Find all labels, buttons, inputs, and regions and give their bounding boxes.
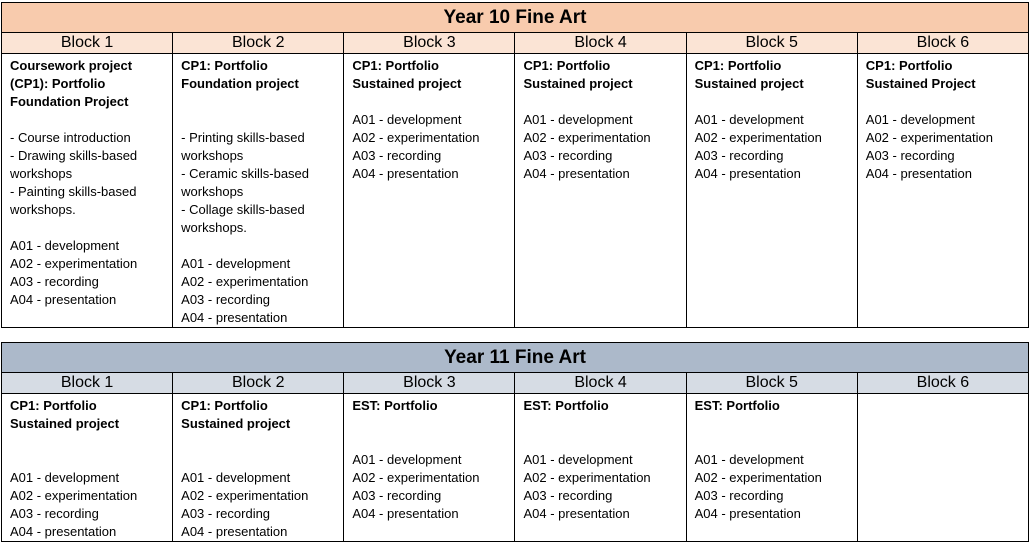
year10-block-6-cell bbox=[857, 54, 1028, 328]
year10-block-3-project: CP1: Portfolio Sustained project bbox=[352, 58, 462, 91]
year10-block-2-topics: - Printing skills-based workshops - Ceramic skills-based workshops - Collage skills-based workshops. bbox=[181, 130, 310, 235]
year10-block-6-project: CP1: Portfolio Sustained Project bbox=[865, 58, 976, 91]
year10-block-1-project: Coursework project (CP1): Portfolio Foundation Project bbox=[10, 58, 133, 109]
objective-item: A02 - experimentation bbox=[523, 130, 651, 145]
objective-item: A02 - experimentation bbox=[181, 274, 309, 289]
objective-item: A02 - experimentation bbox=[352, 470, 480, 485]
objective-item: A03 - recording bbox=[523, 488, 613, 503]
year11-plan-table bbox=[1, 342, 1029, 542]
year11-block-5-objectives bbox=[695, 451, 853, 523]
year10-title: Year 10 Fine Art bbox=[2, 3, 1029, 33]
objective-item: A04 - presentation bbox=[352, 506, 459, 521]
year11-block-2-header: Block 2 bbox=[173, 373, 344, 394]
year11-title: Year 11 Fine Art bbox=[2, 343, 1029, 373]
objective-item: A03 - recording bbox=[10, 274, 99, 289]
year10-block-1-topics: - Course introduction - Drawing skills-based workshops - Painting skills-based workshops. bbox=[10, 130, 138, 217]
year10-block-4-header: Block 4 bbox=[515, 33, 686, 54]
objective-item: A01 - development bbox=[10, 238, 120, 253]
year11-block-2-project: CP1: Portfolio Sustained project bbox=[181, 398, 291, 431]
objective-item: A02 - experimentation bbox=[181, 488, 309, 503]
year10-block-5-header: Block 5 bbox=[686, 33, 857, 54]
year11-block-3-project: EST: Portfolio bbox=[352, 398, 438, 413]
objective-item: A02 - experimentation bbox=[694, 130, 822, 145]
objective-item: A03 - recording bbox=[352, 148, 442, 163]
objective-item: A04 - presentation bbox=[352, 166, 459, 181]
objective-item: A03 - recording bbox=[352, 488, 442, 503]
year10-block-1-cell bbox=[2, 54, 173, 328]
objective-item: A04 - presentation bbox=[523, 506, 630, 521]
objective-item: A04 - presentation bbox=[10, 292, 117, 307]
year11-block-4-objectives bbox=[523, 451, 681, 523]
year10-block-6-header: Block 6 bbox=[857, 33, 1028, 54]
objective-item: A04 - presentation bbox=[181, 310, 288, 325]
objective-item: A02 - experimentation bbox=[10, 256, 138, 271]
objective-item: A01 - development bbox=[352, 452, 462, 467]
objective-item: A01 - development bbox=[181, 470, 291, 485]
objective-item: A02 - experimentation bbox=[865, 130, 993, 145]
year10-block-5-project: CP1: Portfolio Sustained project bbox=[694, 58, 804, 91]
year11-block-4-cell bbox=[515, 394, 686, 542]
objective-item: A04 - presentation bbox=[694, 166, 801, 181]
objective-item: A03 - recording bbox=[694, 148, 784, 163]
year11-block-5-cell bbox=[686, 394, 857, 542]
year11-block-5-header: Block 5 bbox=[686, 373, 857, 394]
objective-item: A03 - recording bbox=[10, 506, 99, 521]
year10-block-2-objectives bbox=[181, 255, 339, 327]
year11-block-3-cell bbox=[344, 394, 515, 542]
year11-block-6-cell bbox=[857, 394, 1028, 542]
objective-item: A01 - development bbox=[523, 112, 633, 127]
objective-item: A01 - development bbox=[523, 452, 633, 467]
year10-block-3-cell bbox=[344, 54, 515, 328]
year11-block-3-objectives bbox=[352, 451, 510, 523]
year11-block-1-header: Block 1 bbox=[2, 373, 173, 394]
objective-item: A03 - recording bbox=[181, 292, 271, 307]
objective-item: A02 - experimentation bbox=[694, 470, 822, 485]
year11-block-2-objectives bbox=[181, 469, 339, 541]
objective-item: A04 - presentation bbox=[523, 166, 630, 181]
year10-block-5-objectives bbox=[695, 111, 853, 183]
year11-block-6-header: Block 6 bbox=[857, 373, 1028, 394]
objective-item: A02 - experimentation bbox=[352, 130, 480, 145]
year10-plan-table bbox=[1, 2, 1029, 328]
year11-block-1-objectives bbox=[10, 469, 168, 541]
objective-item: A01 - development bbox=[694, 112, 804, 127]
year10-block-1-header: Block 1 bbox=[2, 33, 173, 54]
year10-block-3-objectives bbox=[352, 111, 510, 183]
objective-item: A02 - experimentation bbox=[523, 470, 651, 485]
year11-block-3-header: Block 3 bbox=[344, 373, 515, 394]
year11-block-5-project: EST: Portfolio bbox=[694, 398, 780, 413]
year10-block-2-header: Block 2 bbox=[173, 33, 344, 54]
year10-block-5-cell bbox=[686, 54, 857, 328]
year10-block-3-header: Block 3 bbox=[344, 33, 515, 54]
year11-block-2-cell bbox=[173, 394, 344, 542]
year10-block-2-project: CP1: Portfolio Foundation project bbox=[181, 58, 299, 91]
objective-item: A03 - recording bbox=[523, 148, 613, 163]
year10-block-4-objectives bbox=[523, 111, 681, 183]
objective-item: A03 - recording bbox=[694, 488, 784, 503]
year11-block-1-project: CP1: Portfolio Sustained project bbox=[10, 398, 120, 431]
objective-item: A01 - development bbox=[694, 452, 804, 467]
year11-block-1-cell bbox=[2, 394, 173, 542]
year10-block-1-objectives bbox=[10, 237, 168, 309]
year10-block-2-cell bbox=[173, 54, 344, 328]
objective-item: A02 - experimentation bbox=[10, 488, 138, 503]
year11-block-4-header: Block 4 bbox=[515, 373, 686, 394]
objective-item: A01 - development bbox=[181, 256, 291, 271]
year11-block-4-project: EST: Portfolio bbox=[523, 398, 609, 413]
objective-item: A04 - presentation bbox=[865, 166, 973, 181]
objective-item: A04 - presentation bbox=[181, 524, 288, 539]
objective-item: A03 - recording bbox=[865, 148, 955, 163]
objective-item: A04 - presentation bbox=[10, 524, 117, 539]
objective-item: A04 - presentation bbox=[694, 506, 801, 521]
year10-block-4-project: CP1: Portfolio Sustained project bbox=[523, 58, 633, 91]
objective-item: A01 - development bbox=[865, 112, 975, 127]
objective-item: A03 - recording bbox=[181, 506, 271, 521]
year10-block-4-cell bbox=[515, 54, 686, 328]
year10-block-6-objectives bbox=[866, 111, 1024, 183]
objective-item: A01 - development bbox=[10, 470, 120, 485]
objective-item: A01 - development bbox=[352, 112, 462, 127]
